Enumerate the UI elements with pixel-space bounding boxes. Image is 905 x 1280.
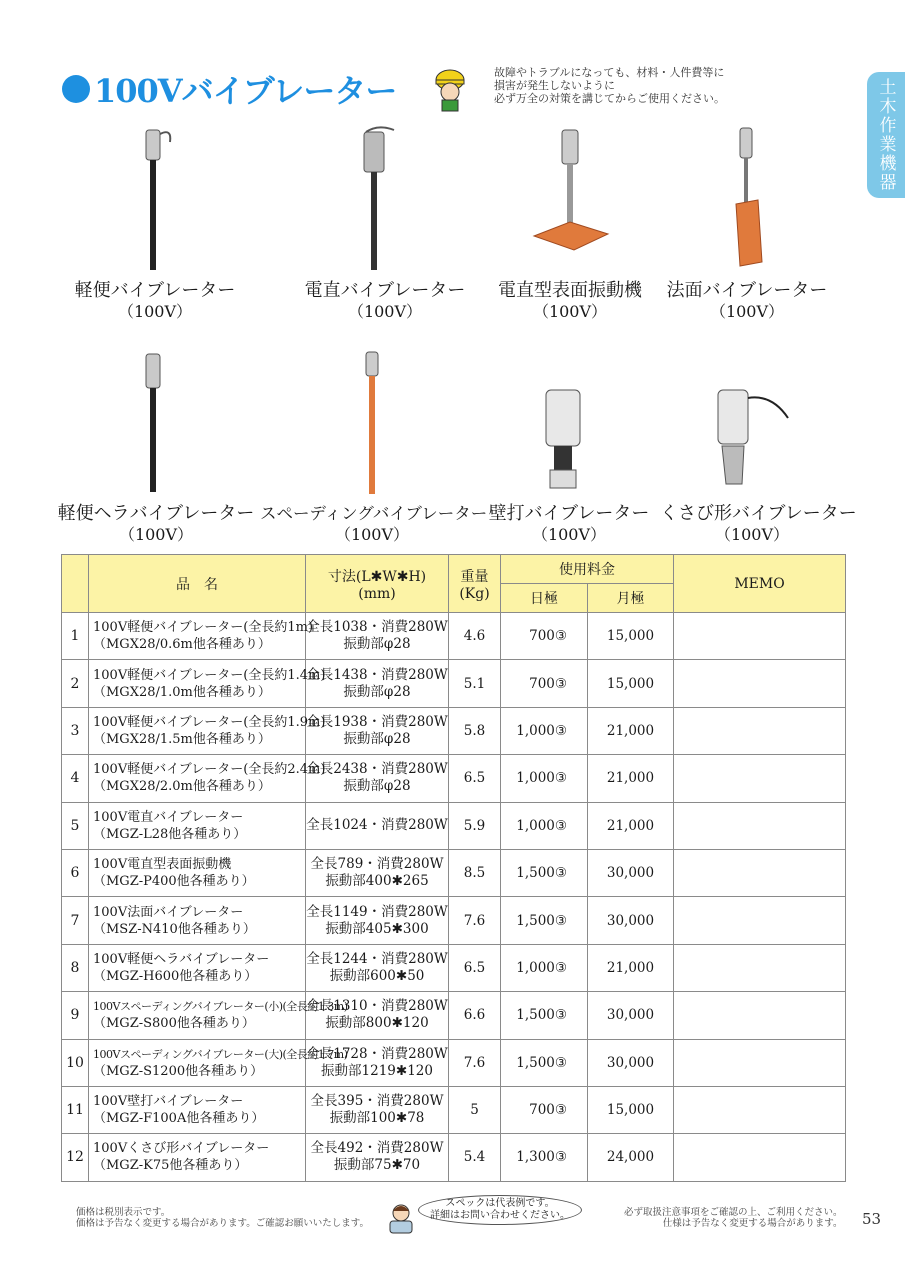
vibration-part-line: 振動部φ28 xyxy=(343,683,411,700)
weight-cell: 8.5 xyxy=(449,849,501,896)
table-row xyxy=(62,1086,846,1133)
product-model-line: （MGZ-F100A他各種あり） xyxy=(93,1111,265,1127)
weight-cell: 6.6 xyxy=(449,992,501,1039)
row-number: 2 xyxy=(62,660,89,707)
footer-caution-line: 仕様は予告なく変更する場合があります。 xyxy=(662,1218,843,1229)
header-dim-unit: (mm) xyxy=(358,585,396,602)
memo-cell xyxy=(674,944,846,991)
memo-cell xyxy=(674,849,846,896)
weight-cell: 5.8 xyxy=(449,707,501,754)
day-rate-cell: 700③ xyxy=(501,660,588,707)
product-name-cell xyxy=(89,992,348,1039)
dimensions-cell xyxy=(306,992,449,1039)
dimensions-cell xyxy=(306,849,449,896)
product-name-cell xyxy=(89,660,326,707)
weight-cell: 6.5 xyxy=(449,944,501,991)
month-rate-cell: 21,000 xyxy=(588,707,674,754)
product-name: 軽便バイブレーター xyxy=(74,280,236,301)
vibration-part-line: 振動部φ28 xyxy=(343,778,411,795)
day-rate-cell: 700③ xyxy=(501,1086,588,1133)
header-dim-label: 寸法(L✱W✱H) xyxy=(327,568,427,585)
header-month-rate: 月極 xyxy=(588,584,674,613)
footer-note-line: 価格は税別表示です。 xyxy=(76,1207,171,1218)
dimensions-line: 全長492・消費280W xyxy=(310,1140,444,1157)
product-name-cell xyxy=(89,1134,306,1181)
memo-cell xyxy=(674,755,846,802)
month-rate-cell: 21,000 xyxy=(588,944,674,991)
memo-cell xyxy=(674,1134,846,1181)
product-name: くさび形バイブレーター xyxy=(660,503,857,524)
bullet-dot-icon xyxy=(62,75,90,103)
product-label xyxy=(56,503,256,545)
weight-cell: 5.9 xyxy=(449,802,501,849)
product-name-line: 100Vスペーディングバイブレーター(大)(全長約1.7m) xyxy=(93,1047,348,1061)
product-label xyxy=(484,503,654,545)
vibrator-rod-icon xyxy=(138,124,178,274)
dimensions-cell xyxy=(306,897,449,944)
dimensions-line: 全長1938・消費280W xyxy=(306,713,448,730)
product-name-line: 100V軽便バイブレーター(全長約1.9m) xyxy=(93,714,326,730)
operator-lady-icon xyxy=(384,1201,418,1235)
product-model-line: （MGX28/0.6m他各種あり） xyxy=(93,637,271,653)
product-name-line: 100V電直バイブレーター xyxy=(93,809,244,825)
weight-cell: 5 xyxy=(449,1086,501,1133)
row-number: 4 xyxy=(62,755,89,802)
product-voltage: （100V） xyxy=(709,302,785,321)
memo-cell xyxy=(674,660,846,707)
dimensions-cell xyxy=(306,707,449,754)
memo-cell xyxy=(674,992,846,1039)
product-name-line: 100Vスペーディングバイブレーター(小)(全長約1.3m) xyxy=(93,1000,348,1014)
memo-cell xyxy=(674,802,846,849)
day-rate-cell: 1,500③ xyxy=(501,1039,588,1086)
footer-notes xyxy=(76,1207,369,1229)
product-name-cell xyxy=(89,1039,348,1086)
table-row xyxy=(62,1039,846,1086)
product-name-cell xyxy=(89,1086,306,1133)
month-rate-cell: 30,000 xyxy=(588,1039,674,1086)
dimensions-line: 全長2438・消費280W xyxy=(306,761,448,778)
table-row xyxy=(62,660,846,707)
day-rate-cell: 1,500③ xyxy=(501,849,588,896)
month-rate-cell: 30,000 xyxy=(588,992,674,1039)
dimensions-line: 全長1024・消費280W xyxy=(306,817,448,834)
dimensions-line: 全長1438・消費280W xyxy=(306,666,448,683)
warning-line: 故障やトラブルになっても、材料・人件費等に xyxy=(494,66,725,79)
day-rate-cell: 1,500③ xyxy=(501,992,588,1039)
row-number: 10 xyxy=(62,1039,89,1086)
product-name: 法面バイブレーター xyxy=(666,280,828,301)
weight-cell: 7.6 xyxy=(449,897,501,944)
table-row xyxy=(62,802,846,849)
row-number: 7 xyxy=(62,897,89,944)
product-name-cell xyxy=(89,802,306,849)
safety-worker-icon xyxy=(430,66,470,112)
month-rate-cell: 15,000 xyxy=(588,1086,674,1133)
day-rate-cell: 1,000③ xyxy=(501,707,588,754)
vibration-part-line: 振動部405✱300 xyxy=(325,920,429,937)
vibration-part-line: 振動部600✱50 xyxy=(329,967,425,984)
month-rate-cell: 15,000 xyxy=(588,613,674,660)
row-number: 5 xyxy=(62,802,89,849)
dimensions-line: 全長789・消費280W xyxy=(310,856,444,873)
product-name: スペーディングバイブレーター xyxy=(260,504,488,523)
table-row xyxy=(62,897,846,944)
product-voltage: （100V） xyxy=(347,302,423,321)
product-voltage: （100V） xyxy=(531,525,607,544)
footer-caution xyxy=(624,1207,843,1229)
header-day-rate: 日極 xyxy=(501,584,588,613)
dimensions-line: 全長395・消費280W xyxy=(310,1093,444,1110)
dimensions-line: 全長1310・消費280W xyxy=(306,998,448,1015)
product-voltage: （100V） xyxy=(334,525,410,544)
dimensions-cell xyxy=(306,613,449,660)
product-name-line: 100V軽便バイブレーター(全長約1.4m) xyxy=(93,667,326,683)
product-model-line: （MGZ-K75他各種あり） xyxy=(93,1158,248,1174)
product-name-line: 100V法面バイブレーター xyxy=(93,904,244,920)
side-tab-label: 土木作業機器 xyxy=(875,78,896,192)
month-rate-cell: 21,000 xyxy=(588,802,674,849)
day-rate-cell: 1,300③ xyxy=(501,1134,588,1181)
page-title-text: 100Vバイブレーター xyxy=(94,72,397,110)
memo-cell xyxy=(674,1086,846,1133)
month-rate-cell: 24,000 xyxy=(588,1134,674,1181)
product-model-line: （MGX28/1.5m他各種あり） xyxy=(93,731,271,747)
product-name-line: 100V軽便バイブレーター(全長約2.4m) xyxy=(93,762,326,778)
wall-vibrator-icon xyxy=(540,384,590,494)
warning-line: 必ず万全の対策を講じてからご使用ください。 xyxy=(494,92,725,105)
product-label xyxy=(660,503,857,545)
row-number: 11 xyxy=(62,1086,89,1133)
wedge-vibrator-icon xyxy=(712,384,792,494)
weight-cell: 5.1 xyxy=(449,660,501,707)
vibration-part-line: 振動部100✱78 xyxy=(329,1110,425,1127)
product-model-line: （MGZ-L28他各種あり） xyxy=(93,826,247,842)
vibrator-rod-icon xyxy=(360,124,402,274)
table-row xyxy=(62,944,846,991)
product-label xyxy=(60,280,250,322)
product-voltage: （100V） xyxy=(532,302,608,321)
product-model-line: （MGZ-P400他各種あり） xyxy=(93,874,255,890)
header-weight-label: 重量 xyxy=(460,568,489,585)
month-rate-cell: 15,000 xyxy=(588,660,674,707)
product-name-line: 100Vくさび形バイブレーター xyxy=(93,1141,270,1157)
product-voltage: （100V） xyxy=(117,302,193,321)
row-number: 9 xyxy=(62,992,89,1039)
slope-vibrator-icon xyxy=(728,124,768,270)
day-rate-cell: 1,500③ xyxy=(501,897,588,944)
product-voltage: （100V） xyxy=(118,525,194,544)
surface-vibrator-icon xyxy=(530,124,612,254)
row-number: 12 xyxy=(62,1134,89,1181)
dimensions-cell xyxy=(306,755,449,802)
product-name: 壁打バイブレーター xyxy=(488,503,650,524)
bubble-line: スペックは代表例です。 xyxy=(445,1198,555,1209)
memo-cell xyxy=(674,707,846,754)
memo-cell xyxy=(674,1039,846,1086)
header-memo: MEMO xyxy=(674,555,846,613)
product-label xyxy=(290,280,480,322)
page-number: 53 xyxy=(862,1210,882,1228)
day-rate-cell: 1,000③ xyxy=(501,944,588,991)
product-voltage: （100V） xyxy=(714,525,790,544)
table-row xyxy=(62,992,846,1039)
header-weight-unit: (Kg) xyxy=(459,585,490,602)
safety-warning xyxy=(494,66,725,105)
bubble-line: 詳細はお問い合わせください。 xyxy=(430,1210,570,1221)
header-name: 品 名 xyxy=(89,555,306,613)
month-rate-cell: 30,000 xyxy=(588,849,674,896)
spatula-vibrator-icon xyxy=(138,348,178,496)
dimensions-line: 全長1244・消費280W xyxy=(306,950,448,967)
vibration-part-line: 振動部1219✱120 xyxy=(321,1062,433,1079)
table-row xyxy=(62,849,846,896)
header-fee: 使用料金 xyxy=(501,555,674,584)
month-rate-cell: 21,000 xyxy=(588,755,674,802)
row-number: 8 xyxy=(62,944,89,991)
row-number: 6 xyxy=(62,849,89,896)
product-model-line: （MGZ-H600他各種あり） xyxy=(93,968,258,984)
dimensions-line: 全長1038・消費280W xyxy=(306,619,448,636)
row-number: 3 xyxy=(62,707,89,754)
day-rate-cell: 1,000③ xyxy=(501,802,588,849)
product-name-cell xyxy=(89,755,326,802)
row-number: 1 xyxy=(62,613,89,660)
rental-price-table xyxy=(61,554,846,1182)
product-name: 電直型表面振動機 xyxy=(498,280,642,301)
product-name-line: 100V電直型表面振動機 xyxy=(93,857,232,873)
product-name-cell xyxy=(89,849,306,896)
dimensions-cell xyxy=(306,1086,449,1133)
product-name-line: 100V軽便ヘラバイブレーター xyxy=(93,951,270,967)
table-row xyxy=(62,707,846,754)
header-number xyxy=(62,555,89,613)
table-row xyxy=(62,755,846,802)
dimensions-cell xyxy=(306,1039,449,1086)
dimensions-cell xyxy=(306,802,449,849)
product-name-line: 100V壁打バイブレーター xyxy=(93,1094,244,1110)
weight-cell: 5.4 xyxy=(449,1134,501,1181)
product-name: 電直バイブレーター xyxy=(304,280,466,301)
spading-vibrator-icon xyxy=(358,348,388,498)
vibration-part-line: 振動部75✱70 xyxy=(333,1157,421,1174)
product-model-line: （MSZ-N410他各種あり） xyxy=(93,921,256,937)
product-model-line: （MGX28/2.0m他各種あり） xyxy=(93,779,271,795)
vibration-part-line: 振動部φ28 xyxy=(343,730,411,747)
product-label xyxy=(260,503,488,545)
vibration-part-line: 振動部φ28 xyxy=(343,636,411,653)
product-name-cell xyxy=(89,944,306,991)
table-row xyxy=(62,613,846,660)
weight-cell: 4.6 xyxy=(449,613,501,660)
dimensions-line: 全長1728・消費280W xyxy=(306,1045,448,1062)
vibration-part-line: 振動部400✱265 xyxy=(325,873,429,890)
header-weight xyxy=(449,555,501,613)
footer-note-line: 価格は予告なく変更する場合があります。ご確認お願いいたします。 xyxy=(76,1218,369,1229)
vibration-part-line: 振動部800✱120 xyxy=(325,1015,429,1032)
category-side-tab[interactable] xyxy=(867,72,905,198)
product-model-line: （MGZ-S1200他各種あり） xyxy=(93,1063,264,1079)
footer-caution-line: 必ず取扱注意事項をご確認の上、ご利用ください。 xyxy=(624,1207,843,1218)
product-name: 軽便ヘラバイブレーター xyxy=(57,503,255,524)
product-name-line: 100V軽便バイブレーター(全長約1m) xyxy=(93,620,314,636)
dimensions-cell xyxy=(306,944,449,991)
month-rate-cell: 30,000 xyxy=(588,897,674,944)
weight-cell: 6.5 xyxy=(449,755,501,802)
day-rate-cell: 700③ xyxy=(501,613,588,660)
weight-cell: 7.6 xyxy=(449,1039,501,1086)
day-rate-cell: 1,000③ xyxy=(501,755,588,802)
warning-line: 損害が発生しないように xyxy=(494,79,615,92)
product-name-cell xyxy=(89,613,314,660)
product-name-cell xyxy=(89,707,326,754)
memo-cell xyxy=(674,897,846,944)
table-row xyxy=(62,1134,846,1181)
dimensions-cell xyxy=(306,660,449,707)
speech-bubble xyxy=(418,1195,582,1225)
product-model-line: （MGZ-S800他各種あり） xyxy=(93,1016,255,1032)
dimensions-cell xyxy=(306,1134,449,1181)
page-title xyxy=(62,66,396,112)
product-name-cell xyxy=(89,897,306,944)
product-label xyxy=(480,280,660,322)
memo-cell xyxy=(674,613,846,660)
dimensions-line: 全長1149・消費280W xyxy=(306,903,448,920)
product-label xyxy=(662,280,832,322)
product-model-line: （MGX28/1.0m他各種あり） xyxy=(93,684,271,700)
header-dimensions xyxy=(306,555,449,613)
